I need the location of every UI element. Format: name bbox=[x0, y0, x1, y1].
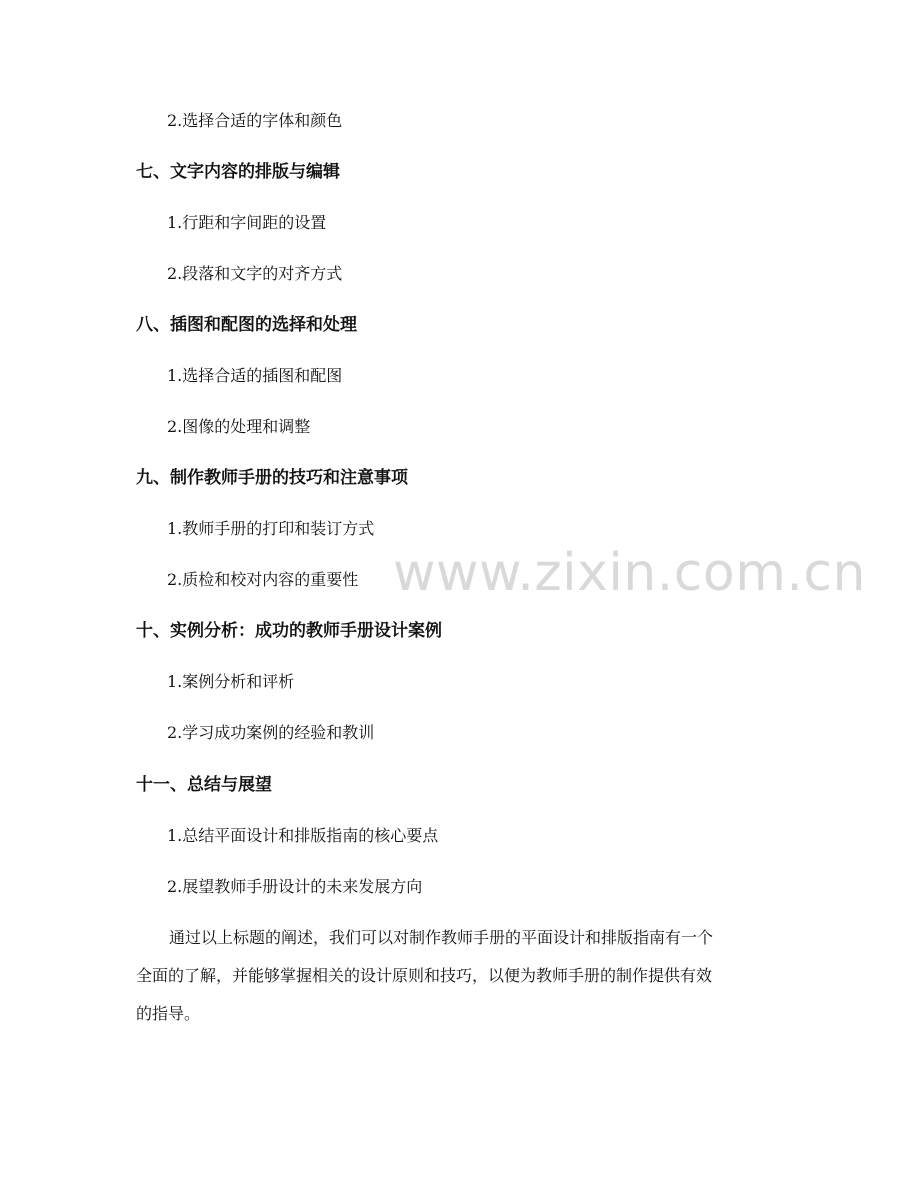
section-heading: 七、文字内容的排版与编辑 bbox=[136, 162, 340, 182]
list-item: 2.展望教师手册设计的未来发展方向 bbox=[167, 877, 423, 896]
section-heading: 九、制作教师手册的技巧和注意事项 bbox=[136, 468, 408, 488]
list-item: 1.案例分析和评析 bbox=[167, 672, 295, 691]
paragraph-line: 全面的了解，并能够掌握相关的设计原则和技巧，以便为教师手册的制作提供有效 bbox=[136, 966, 713, 985]
list-item: 1.总结平面设计和排版指南的核心要点 bbox=[167, 826, 439, 845]
section-heading: 八、插图和配图的选择和处理 bbox=[136, 315, 357, 335]
paragraph-line: 通过以上标题的阐述，我们可以对制作教师手册的平面设计和排版指南有一个 bbox=[169, 928, 714, 947]
paragraph-line: 的指导。 bbox=[136, 1004, 201, 1023]
list-item: 2.段落和文字的对齐方式 bbox=[167, 264, 343, 283]
list-item: 2.图像的处理和调整 bbox=[167, 417, 311, 436]
list-item: 2.学习成功案例的经验和教训 bbox=[167, 723, 375, 742]
conclusion-paragraph bbox=[136, 919, 786, 1033]
section-heading: 十一、总结与展望 bbox=[136, 775, 272, 795]
list-item: 1.行距和字间距的设置 bbox=[167, 213, 327, 232]
section-heading: 十、实例分析：成功的教师手册设计案例 bbox=[136, 621, 442, 641]
list-item: 1.选择合适的插图和配图 bbox=[167, 366, 343, 385]
list-item: 1.教师手册的打印和装订方式 bbox=[167, 519, 375, 538]
list-item: 2.选择合适的字体和颜色 bbox=[167, 111, 343, 130]
watermark: www.zixin.com.cn bbox=[393, 543, 866, 603]
list-item: 2.质检和校对内容的重要性 bbox=[167, 570, 359, 589]
